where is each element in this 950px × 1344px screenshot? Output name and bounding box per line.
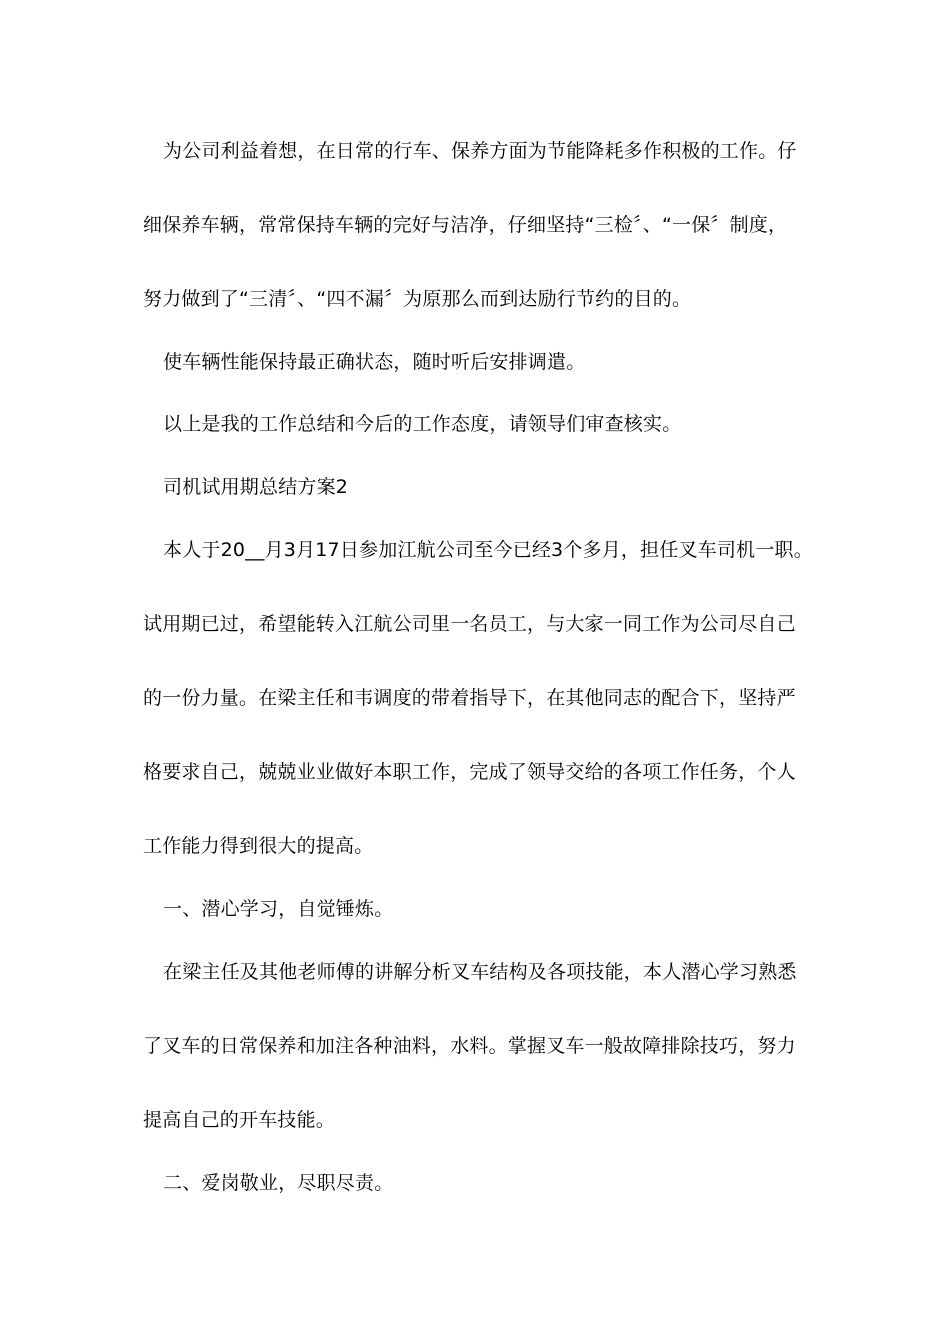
subsection-heading: 一、潜心学习，自觉锤炼。 xyxy=(163,898,394,920)
paragraph-line: 细保养车辆，常常保持车辆的完好与洁净，仔细坚持“三检〞、“一保〞制度， xyxy=(143,214,788,236)
paragraph-line: 使车辆性能保持最正确状态，随时听后安排调遣。 xyxy=(163,351,586,373)
paragraph-line: 努力做到了“三清〞、“四不漏〞为原那么而到达励行节约的目的。 xyxy=(143,288,692,310)
paragraph-line: 了叉车的日常保养和加注各种油料，水料。掌握叉车一般故障排除技巧，努力 xyxy=(143,1035,796,1057)
paragraph-line: 提高自己的开车技能。 xyxy=(143,1109,336,1131)
paragraph-line: 试用期已过，希望能转入江航公司里一名员工，与大家一同工作为公司尽自己 xyxy=(143,613,796,635)
paragraph-line: 本人于20__月3月17日参加江航公司至今已经3个多月，担任叉车司机一职。 xyxy=(163,539,813,561)
paragraph-line: 的一份力量。在梁主任和韦调度的带着指导下，在其他同志的配合下，坚持严 xyxy=(143,687,796,709)
paragraph-line: 为公司利益着想，在日常的行车、保养方面为节能降耗多作积极的工作。仔 xyxy=(163,140,797,162)
paragraph-line: 在梁主任及其他老师傅的讲解分析叉车结构及各项技能，本人潜心学习熟悉 xyxy=(163,961,797,983)
subsection-heading: 二、爱岗敬业，尽职尽责。 xyxy=(163,1172,394,1194)
paragraph-line: 工作能力得到很大的提高。 xyxy=(143,835,374,857)
paragraph-line: 以上是我的工作总结和今后的工作态度，请领导们审查核实。 xyxy=(163,413,682,435)
paragraph-line: 格要求自己，兢兢业业做好本职工作，完成了领导交给的各项工作任务，个人 xyxy=(143,761,796,783)
section-heading: 司机试用期总结方案2 xyxy=(163,476,349,498)
